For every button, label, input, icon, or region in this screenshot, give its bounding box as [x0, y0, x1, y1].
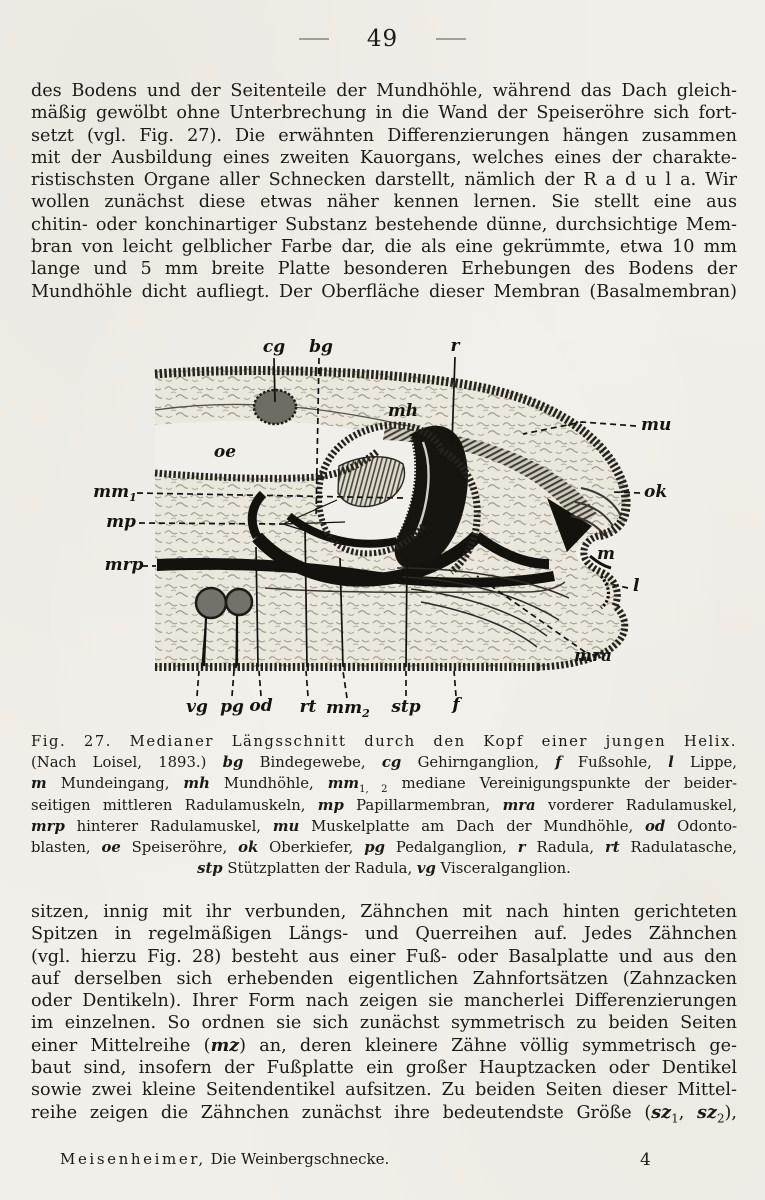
text-line: mäßig gewölbt ohne Unterbrechung in die Wand der Speiseröhre sich fort-: [31, 103, 737, 124]
figure-label-bg: bg: [309, 337, 333, 357]
running-title: [60, 1150, 710, 1168]
figure-illustration: [85, 330, 685, 725]
text-line: Mundhöhle dicht aufliegt. Der Oberfläche dieser Membran (Basalmembran): [31, 281, 737, 302]
text-line: blasten, oe Speiseröhre, ok Oberkiefer, pg Pedalganglion, r Radula, rt Radulatasche,: [31, 838, 738, 856]
text-line: setzt (vgl. Fig. 27). Die erwähnten Differenzierungen hängen zusammen: [31, 125, 737, 146]
figure-label-mrp: mrp: [104, 555, 144, 575]
figure-label-mm2: $mm_2$: [326, 698, 370, 720]
figure-label-oe: oe: [213, 442, 237, 462]
text-line: chitin- oder konchinartiger Substanz bestehende dünne, durchsichtige Mem-: [31, 214, 737, 235]
text-line: mrp hinterer Radulamuskel, mu Muskelplatte am Dach der Mundhöhle, od Odonto-: [31, 817, 737, 835]
page-footer: [60, 1150, 710, 1168]
text-line: oder Dentikeln). Ihrer Form nach zeigen sie mancherlei Differenzierungen: [31, 991, 737, 1012]
text-line: reihe zeigen die Zähnchen zunächst ihre bedeutendste Größe ($sz_1$, $sz_2$),: [31, 1101, 738, 1126]
text-line: einer Mittelreihe (mz) an, deren kleinere Zähne völlig symmetrisch ge-: [31, 1034, 737, 1056]
figure-caption: [31, 731, 737, 879]
figure-label-l: l: [633, 576, 640, 596]
header-rule-left: [299, 38, 329, 40]
figure-27: [85, 330, 685, 725]
text-line: wollen zunächst diese etwas näher kennen lernen. Sie stellt eine aus: [31, 192, 737, 213]
text-line: mit der Ausbildung eines zweiten Kauorgans, welches eines der charakte-: [31, 147, 737, 168]
text-line: sitzen, innig mit ihr verbunden, Zähnchen mit nach hinten gerichteten: [31, 902, 737, 922]
paragraph-1: [31, 80, 737, 303]
figure-label-ok: ok: [644, 482, 668, 502]
figure-label-r: r: [450, 336, 460, 356]
figure-label-f: f: [452, 695, 460, 715]
author-name: Meisenheimer,: [60, 1150, 206, 1168]
figure-label-rt: rt: [299, 697, 317, 717]
book-title: Die Weinbergschnecke.: [205, 1150, 390, 1168]
figure-label-cg: cg: [262, 337, 286, 357]
page-number: 49: [366, 26, 399, 52]
figure-label-mu: mu: [641, 415, 672, 435]
figure-label-vg: vg: [186, 697, 208, 717]
text-line: (vgl. hierzu Fig. 28) besteht aus einer Fuß- oder Basalplatte und aus den: [31, 946, 737, 967]
text-line: im einzelnen. So ordnen sie sich zunächst symmetrisch zu beiden Seiten: [31, 1013, 737, 1034]
text-line: sowie zwei kleine Seitendentikel aufsitzen. Zu beiden Seiten dieser Mittel-: [31, 1080, 737, 1101]
text-line: m Mundeingang, mh Mundhöhle, $mm_{1, 2}$ mediane Vereinigungspunkte der beider-: [31, 775, 738, 796]
figure-label-mra: mra: [574, 646, 612, 666]
text-line: stp Stützplatten der Radula, vg Visceralganglion.: [197, 860, 571, 878]
text-line: seitigen mittleren Radulamuskeln, mp Papillarmembran, mra vorderer Radulamuskel,: [31, 796, 737, 814]
text-line: bran von leicht gelblicher Farbe dar, die als eine gekrümmte, etwa 10 mm: [31, 237, 737, 258]
text-line: auf derselben sich erhebenden eigentlichen Zahnfortsätzen (Zahnzacken: [31, 968, 737, 989]
figure-label-od: od: [249, 696, 273, 716]
header-rule-right: [436, 38, 466, 40]
text-line: (Nach Loisel, 1893.) bg Bindegewebe, cg Gehirnganglion, f Fußsohle, l Lippe,: [31, 754, 738, 772]
figure-label-pg: pg: [220, 697, 244, 717]
text-line: des Bodens und der Seitenteile der Mundhöhle, während das Dach gleich-: [31, 81, 737, 101]
text-line: baut sind, insofern der Fußplatte ein großer Hauptzacken oder Dentikel: [31, 1058, 737, 1079]
text-line: lange und 5 mm breite Platte besonderen Erhebungen des Bodens der: [31, 259, 737, 280]
text-line: Fig. 27. Medianer Längsschnitt durch den Kopf einer jungen Helix.: [31, 733, 737, 750]
sheet-signature: 4: [640, 1150, 651, 1170]
page-header: [0, 26, 765, 52]
figure-label-mm1: $mm_1$: [93, 482, 137, 504]
figure-label-mh: mh: [387, 401, 419, 421]
text-line: ristischsten Organe aller Schnecken darstellt, nämlich der R a d u l a. Wir: [31, 170, 737, 191]
text-line: Spitzen in regelmäßigen Längs- und Querreihen auf. Jedes Zähnchen: [31, 924, 737, 945]
paragraph-2: [31, 901, 737, 1124]
figure-label-mp: mp: [106, 512, 136, 532]
figure-label-stp: stp: [391, 697, 421, 717]
figure-label-m: m: [597, 544, 615, 564]
